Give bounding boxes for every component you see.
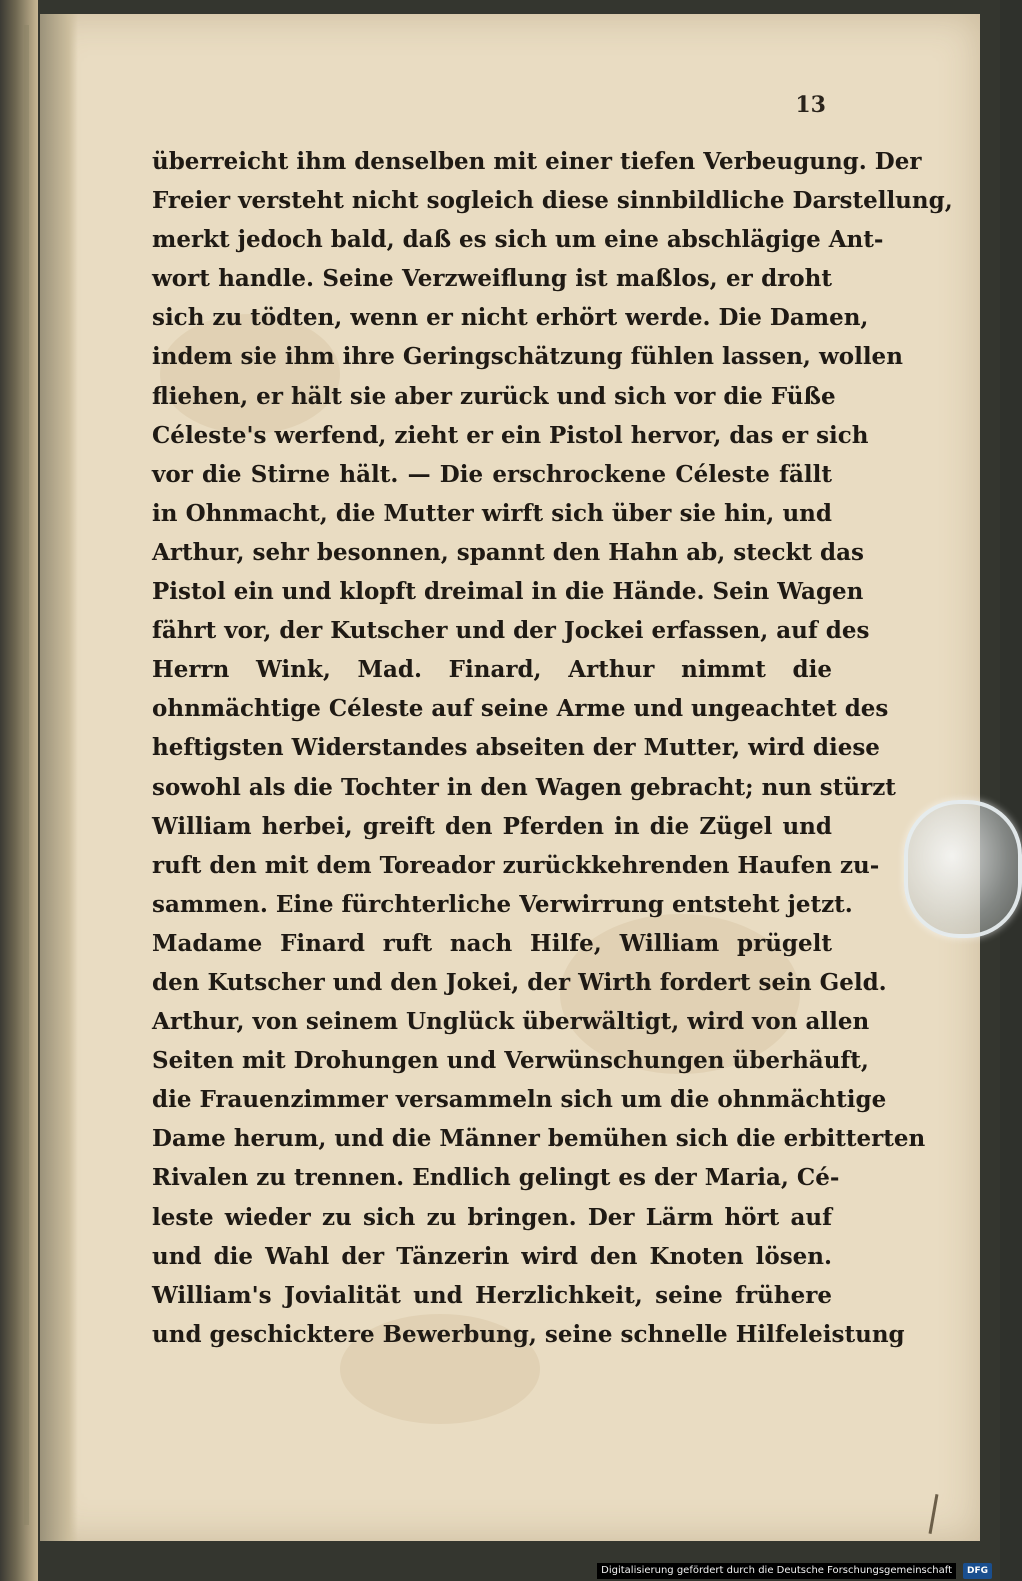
digitization-credit: Digitalisierung gefördert durch die Deutsche Forschungsgemeinschaft xyxy=(597,1563,956,1579)
text-line: die Frauenzimmer versammeln sich um die ohnmächtige xyxy=(152,1086,887,1114)
text-line: William herbei, greift den Pferden in die Zügel und xyxy=(152,812,832,840)
text-line: Arthur, sehr besonnen, spannt den Hahn ab, steckt das xyxy=(152,538,864,566)
text-line: indem sie ihm ihre Geringschätzung fühlen lassen, wollen xyxy=(152,343,903,371)
text-line: Freier versteht nicht sogleich diese sinnbildliche Darstellung, xyxy=(152,187,953,215)
page-number: 13 xyxy=(795,92,826,118)
text-line: den Kutscher und den Jokei, der Wirth fordert sein Geld. xyxy=(152,968,887,996)
text-line: Arthur, von seinem Unglück überwältigt, wird von allen xyxy=(152,1008,870,1036)
text-line: in Ohnmacht, die Mutter wirft sich über sie hin, und xyxy=(152,499,832,527)
text-line: und die Wahl der Tänzerin wird den Knoten lösen. xyxy=(152,1242,832,1270)
text-line: fährt vor, der Kutscher und der Jockei erfassen, auf des xyxy=(152,617,870,645)
page-sheet xyxy=(40,14,980,1541)
text-line: fliehen, er hält sie aber zurück und sich vor die Füße xyxy=(152,382,836,410)
text-line: Céleste's werfend, zieht er ein Pistol hervor, das er sich xyxy=(152,421,869,449)
text-line: merkt jedoch bald, daß es sich um eine abschlägige Ant- xyxy=(152,226,884,254)
page-gutter-shadow xyxy=(40,14,78,1541)
text-line: vor die Stirne hält. — Die erschrockene Céleste fällt xyxy=(152,460,832,488)
text-line: Madame Finard ruft nach Hilfe, William prügelt xyxy=(152,929,832,957)
text-line: und geschicktere Bewerbung, seine schnelle Hilfeleistung xyxy=(152,1320,905,1348)
text-line: Rivalen zu trennen. Endlich gelingt es der Maria, Cé- xyxy=(152,1164,840,1192)
text-line: sowohl als die Tochter in den Wagen gebracht; nun stürzt xyxy=(152,773,896,801)
text-line: überreicht ihm denselben mit einer tiefen Verbeugung. Der xyxy=(152,148,922,175)
pencil-mark xyxy=(929,1494,939,1534)
text-line: sammen. Eine fürchterliche Verwirrung entsteht jetzt. xyxy=(152,890,853,918)
text-line: ohnmächtige Céleste auf seine Arme und ungeachtet des xyxy=(152,695,889,723)
text-line: wort handle. Seine Verzweiflung ist maßlos, er droht xyxy=(152,265,832,293)
book-spine-edge xyxy=(0,0,38,1581)
text-line: ruft den mit dem Toreador zurückkehrenden Haufen zu- xyxy=(152,851,880,879)
text-line: Dame herum, und die Männer bemühen sich die erbitterten xyxy=(152,1125,926,1153)
text-line: Seiten mit Drohungen und Verwünschungen überhäuft, xyxy=(152,1047,869,1075)
binding-shadow xyxy=(24,25,29,1525)
dfg-logo: DFG xyxy=(963,1563,992,1579)
text-line: leste wieder zu sich zu bringen. Der Lärm hört auf xyxy=(152,1203,832,1231)
body-text xyxy=(152,142,953,1354)
text-line: William's Jovialität und Herzlichkeit, seine frühere xyxy=(152,1281,832,1309)
text-line: heftigsten Widerstandes abseiten der Mutter, wird diese xyxy=(152,734,880,762)
text-line: sich zu tödten, wenn er nicht erhört werde. Die Damen, xyxy=(152,304,869,332)
text-line: Herrn Wink, Mad. Finard, Arthur nimmt die xyxy=(152,656,832,684)
text-line: Pistol ein und klopft dreimal in die Hände. Sein Wagen xyxy=(152,578,864,606)
page-clip xyxy=(904,800,1022,938)
